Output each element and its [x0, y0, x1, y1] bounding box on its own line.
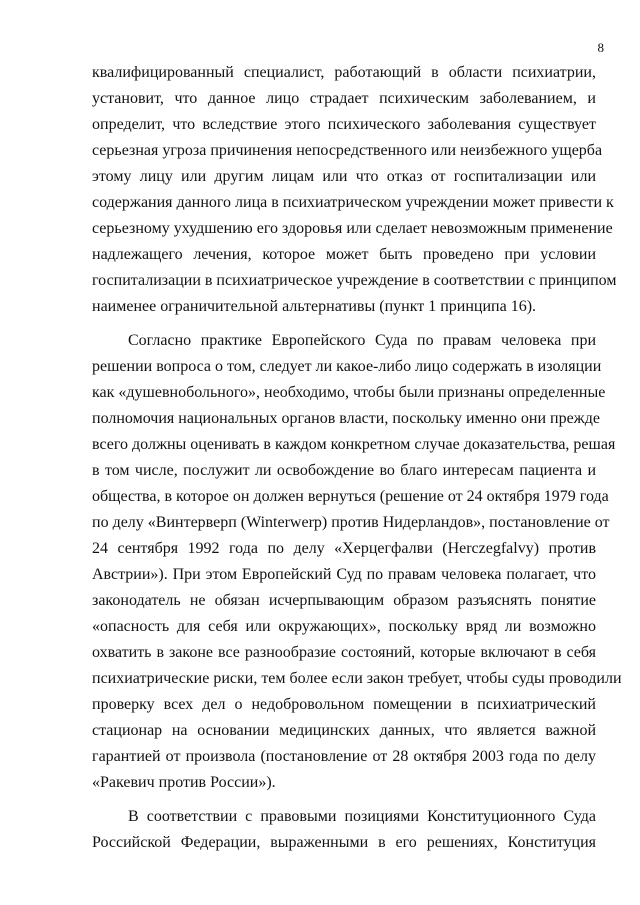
text-line: психиатрические риски, тем более если закон требует, чтобы суды проводили	[92, 670, 622, 687]
text-line: надлежащего лечения, которое может быть проведено при условии	[92, 246, 596, 263]
text-line: содержания данного лица в психиатрическом учреждении может привести к	[92, 194, 614, 211]
text-line: стационар на основании медицинских данных, что является важной	[92, 722, 596, 739]
text-line: определит, что вследствие этого психического заболевания существует	[92, 116, 596, 133]
text-line: по делу «Винтерверп (Winterwerp) против Нидерландов», постановление от	[92, 514, 610, 531]
text-line: наименее ограничительной альтернативы (пункт 1 принципа 16).	[92, 298, 537, 315]
text-line: охватить в законе все разнообразие состояний, которые включают в себя	[92, 644, 596, 661]
paragraph-gap	[92, 320, 596, 328]
paragraph	[92, 60, 617, 320]
text-line: решении вопроса о том, следует ли какое-либо лицо содержать в изоляции	[92, 358, 602, 375]
text-line: В соответствии с правовыми позициями Конституционного Суда	[128, 808, 596, 825]
document-body	[92, 60, 622, 856]
text-line: «опасность для себя или окружающих», поскольку вряд ли возможно	[92, 618, 596, 635]
text-line: проверку всех дел о недобровольном помещении в психиатрический	[92, 696, 596, 713]
text-line: как «душевнобольного», необходимо, чтобы были признаны определенные	[92, 384, 606, 401]
text-line: серьезная угроза причинения непосредственного или неизбежного ущерба	[92, 142, 603, 159]
text-line: Австрии»). При этом Европейский Суд по правам человека полагает, что	[92, 566, 596, 583]
text-line: «Ракевич против России»).	[92, 774, 276, 791]
text-line: всего должны оценивать в каждом конкретном случае доказательства, решая	[92, 436, 616, 453]
paragraph	[92, 328, 622, 796]
text-line: гарантией от произвола (постановление от 28 октября 2003 года по делу	[92, 748, 596, 765]
paragraph	[92, 804, 596, 856]
text-line: 24 сентября 1992 года по делу «Херцегфалви (Herczegfalvy) против	[92, 540, 596, 557]
text-line: в том числе, послужит ли освобождение во благо интересам пациента и	[92, 462, 596, 479]
text-line: установит, что данное лицо страдает психическим заболеванием, и	[92, 90, 596, 107]
text-line: госпитализации в психиатрическое учреждение в соответствии с принципом	[92, 272, 617, 289]
text-line: общества, в которое он должен вернуться (решение от 24 октября 1979 года	[92, 488, 609, 505]
text-line: серьезному ухудшению его здоровья или сделает невозможным применение	[92, 220, 613, 237]
text-line: полномочия национальных органов власти, поскольку именно они прежде	[92, 410, 600, 427]
paragraph-gap	[92, 796, 596, 804]
text-line: Российской Федерации, выраженными в его решениях, Конституция	[92, 834, 596, 851]
text-line: квалифицированный специалист, работающий в области психиатрии,	[92, 64, 596, 81]
text-line: Согласно практике Европейского Суда по правам человека при	[128, 332, 596, 349]
text-line: законодатель не обязан исчерпывающим образом разъяснять понятие	[92, 592, 596, 609]
page-number: 8	[597, 40, 604, 55]
text-line: этому лицу или другим лицам или что отказ от госпитализации или	[92, 168, 596, 185]
